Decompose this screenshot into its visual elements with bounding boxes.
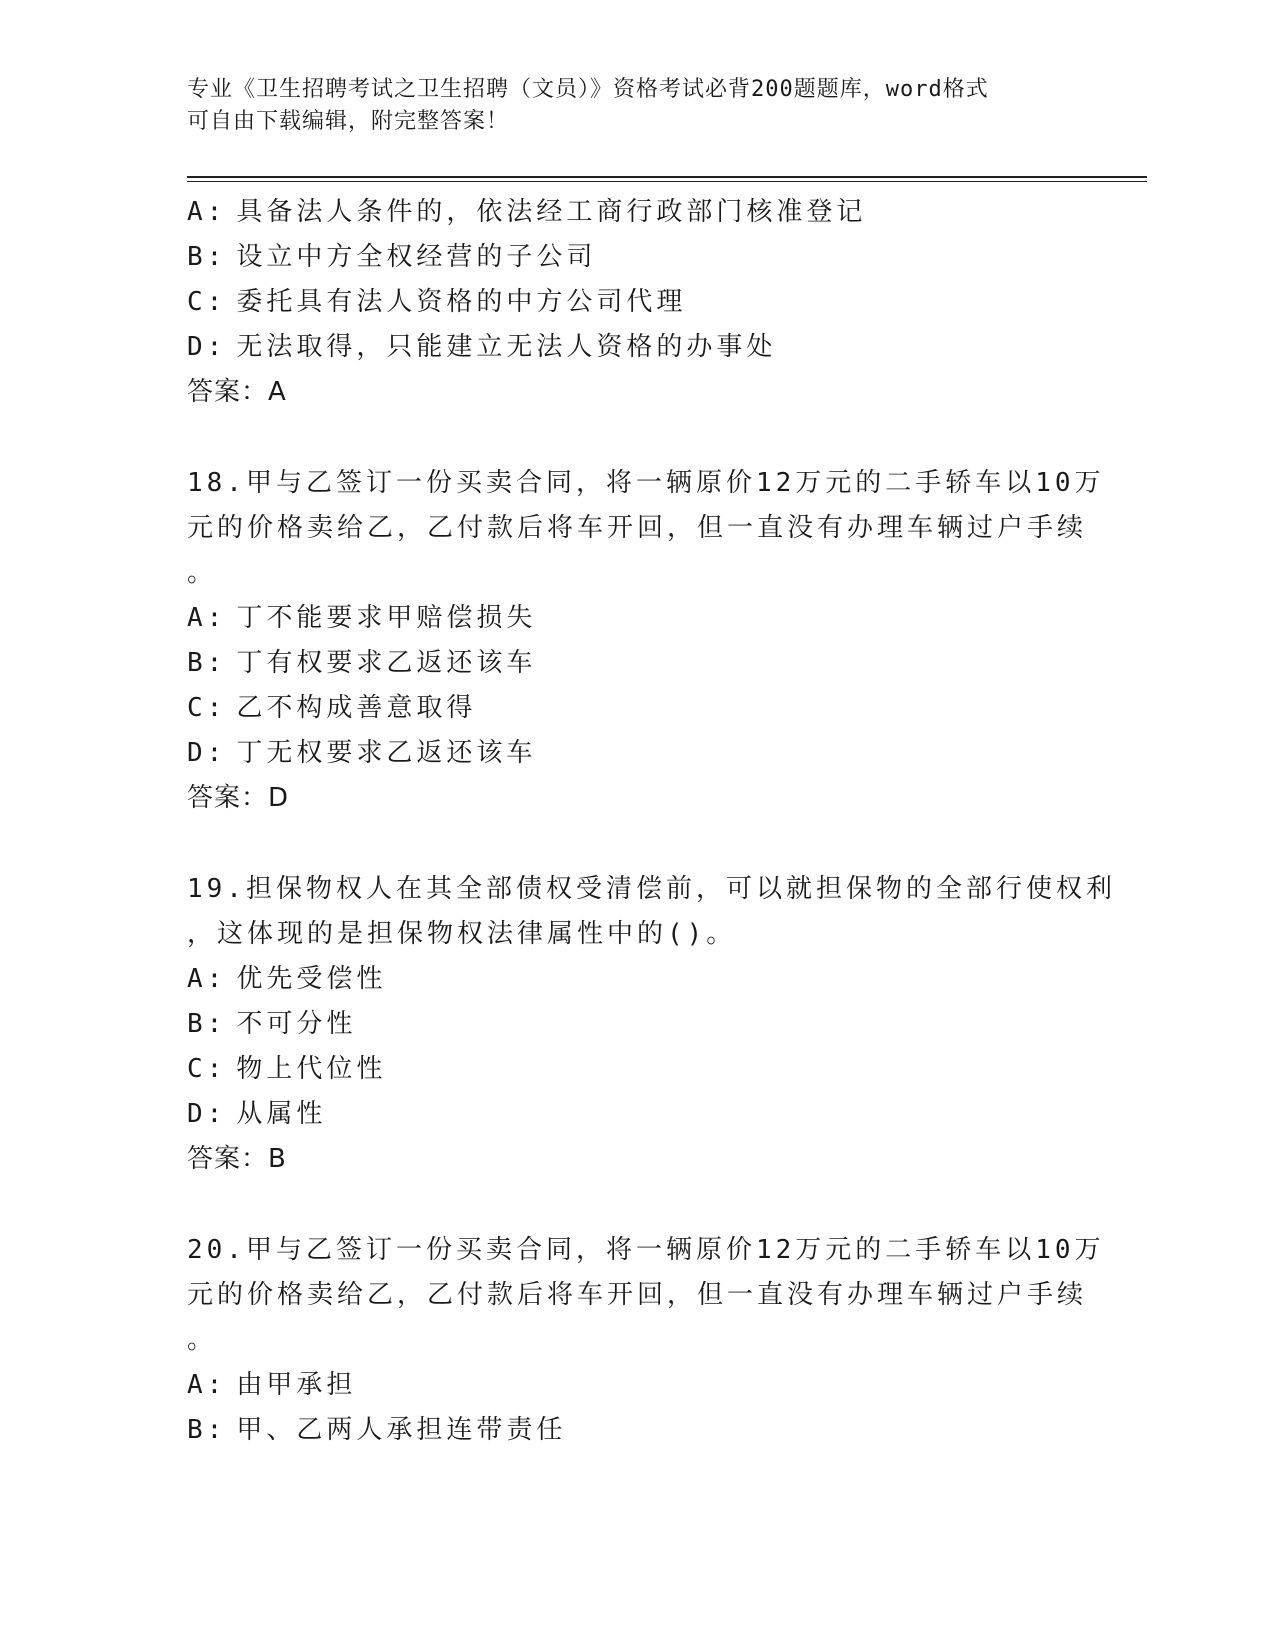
question-text-line: 元的价格卖给乙，乙付款后将车开回，但一直没有办理车辆过户手续 [187,513,1088,543]
answer-line: 答案：D [187,783,290,813]
header-line-1: 专业《卫生招聘考试之卫生招聘（文员）》资格考试必背200题题库，word格式 [187,77,989,102]
option-c: C: 乙不构成善意取得 [187,693,477,723]
option-a: A: 具备法人条件的，依法经工商行政部门核准登记 [187,197,867,227]
question-text-line: 18.甲与乙签订一份买卖合同，将一辆原价12万元的二手轿车以10万 [187,468,1105,498]
option-b: B: 设立中方全权经营的子公司 [187,242,597,272]
option-a: A: 丁不能要求甲赔偿损失 [187,603,537,633]
option-c: C: 委托具有法人资格的中方公司代理 [187,287,687,317]
question-text-line: ，这体现的是担保物权法律属性中的()。 [187,919,737,949]
option-b: B: 不可分性 [187,1009,357,1039]
answer-line: 答案：B [187,1144,287,1174]
question-text-line: 。 [187,558,218,588]
question-block-18 [187,461,1105,821]
question-text-line: 20.甲与乙签订一份买卖合同，将一辆原价12万元的二手轿车以10万 [187,1235,1105,1265]
option-b: B: 丁有权要求乙返还该车 [187,648,537,678]
question-text-line: 19.担保物权人在其全部债权受清偿前，可以就担保物的全部行使权利 [187,874,1116,904]
header-divider-thick [187,176,1147,178]
question-text-line: 元的价格卖给乙，乙付款后将车开回，但一直没有办理车辆过户手续 [187,1280,1088,1310]
option-a: A: 优先受偿性 [187,964,387,994]
header-line-2: 可自由下载编辑，附完整答案！ [187,109,510,134]
option-d: D: 丁无权要求乙返还该车 [187,738,537,768]
block-spacer [187,1182,1087,1228]
question-text-line: 。 [187,1325,218,1355]
block-spacer [187,821,1087,867]
option-b: B: 甲、乙两人承担连带责任 [187,1415,567,1445]
block-spacer [187,415,1087,461]
question-block-20 [187,1228,1105,1453]
document-header [187,74,1077,138]
header-divider-thin [187,181,1147,182]
answer-line: 答案：A [187,377,287,407]
option-d: D: 无法取得，只能建立无法人资格的办事处 [187,332,777,362]
option-c: C: 物上代位性 [187,1054,387,1084]
question-list [187,190,1116,1453]
option-d: D: 从属性 [187,1099,327,1129]
question-block-17 [187,190,1087,415]
question-block-19 [187,867,1116,1182]
option-a: A: 由甲承担 [187,1370,357,1400]
